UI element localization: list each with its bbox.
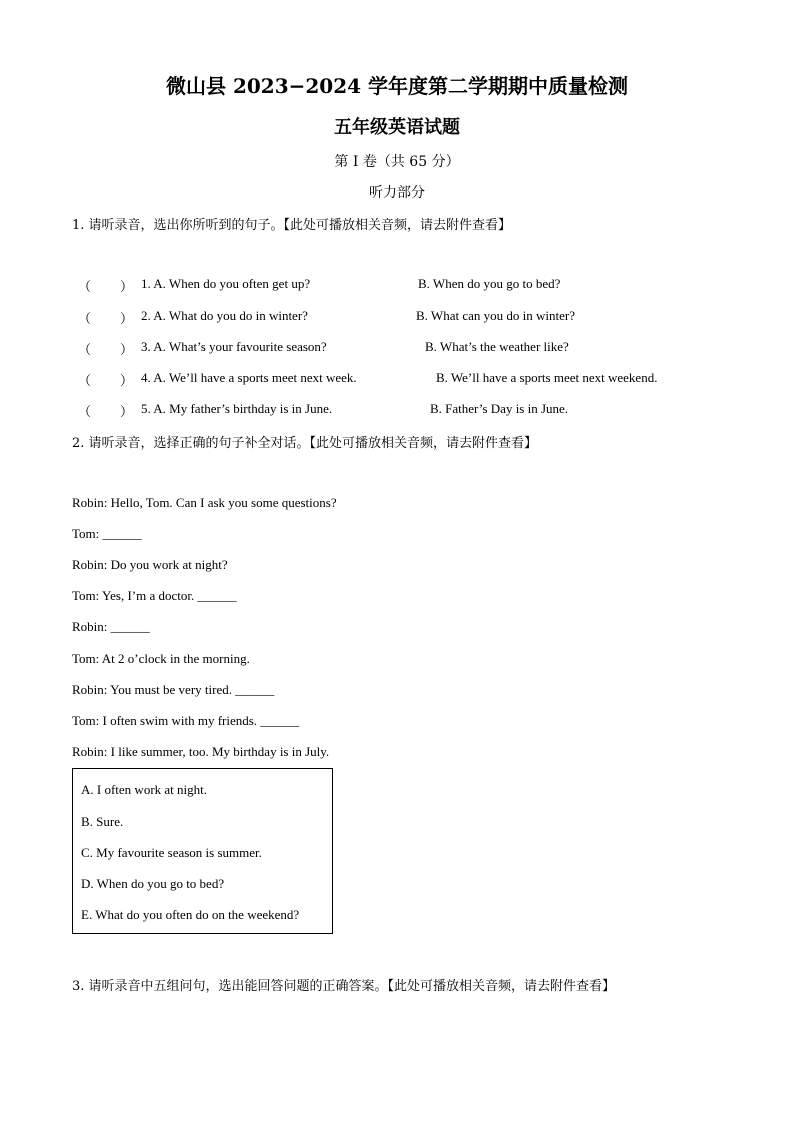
option-item: B. Sure.: [81, 814, 124, 829]
answer-paren-open[interactable]: （: [78, 279, 92, 294]
answer-paren-close: ）: [120, 311, 134, 326]
dialogue-line[interactable]: Robin: ______: [72, 619, 150, 634]
dialogue-line: Tom: At 2 o’clock in the morning.: [72, 651, 250, 666]
option-b: B. We’ll have a sports meet next weekend.: [436, 370, 658, 385]
option-item: C. My favourite season is summer.: [81, 845, 262, 860]
q1-instruction: 1. 请听录音，选出你所听到的句子。【此处可播放相关音频，请去附件查看】: [72, 218, 512, 233]
dialogue-line[interactable]: Tom: Yes, I’m a doctor. ______: [72, 588, 237, 603]
q3-instruction: 3. 请听录音中五组问句，选出能回答问题的正确答案。【此处可播放相关音频，请去附件查看】: [72, 979, 616, 994]
option-a: 3. A. What’s your favourite season?: [141, 339, 327, 354]
dialogue-line[interactable]: Robin: You must be very tired. ______: [72, 682, 275, 697]
answer-paren-open[interactable]: （: [78, 404, 92, 419]
exam-subtitle: 五年级英语试题: [334, 117, 460, 138]
option-item: E. What do you often do on the weekend?: [81, 907, 300, 922]
q2-instruction: 2. 请听录音，选择正确的句子补全对话。【此处可播放相关音频，请去附件查看】: [72, 436, 538, 451]
answer-paren-open[interactable]: （: [78, 342, 92, 357]
volume-label: 第 I 卷（共 65 分）: [334, 154, 460, 170]
option-a: 2. A. What do you do in winter?: [141, 308, 308, 323]
option-a: 4. A. We’ll have a sports meet next week.: [141, 370, 357, 385]
section-label: 听力部分: [369, 185, 425, 201]
option-a: 5. A. My father’s birthday is in June.: [141, 401, 333, 416]
options-box: [72, 768, 333, 934]
option-item: A. I often work at night.: [81, 782, 208, 797]
answer-paren-close: ）: [120, 373, 134, 388]
dialogue-line[interactable]: Tom: ______: [72, 526, 142, 541]
option-item: D. When do you go to bed?: [81, 876, 225, 891]
dialogue-line: Robin: I like summer, too. My birthday is in July.: [72, 744, 330, 759]
answer-paren-close: ）: [120, 279, 134, 294]
exam-title: 微山县 2023−2024 学年度第二学期期中质量检测: [165, 74, 628, 98]
answer-paren-open[interactable]: （: [78, 311, 92, 326]
answer-paren-close: ）: [120, 404, 134, 419]
option-b: B. When do you go to bed?: [418, 276, 561, 291]
dialogue-line: Robin: Do you work at night?: [72, 557, 228, 572]
dialogue-line[interactable]: Tom: I often swim with my friends. ______: [72, 713, 300, 728]
answer-paren-close: ）: [120, 342, 134, 357]
answer-paren-open[interactable]: （: [78, 373, 92, 388]
dialogue-line: Robin: Hello, Tom. Can I ask you some questions?: [72, 495, 337, 510]
option-b: B. What can you do in winter?: [416, 308, 575, 323]
option-b: B. Father’s Day is in June.: [430, 401, 569, 416]
option-a: 1. A. When do you often get up?: [141, 276, 311, 291]
option-b: B. What’s the weather like?: [425, 339, 569, 354]
